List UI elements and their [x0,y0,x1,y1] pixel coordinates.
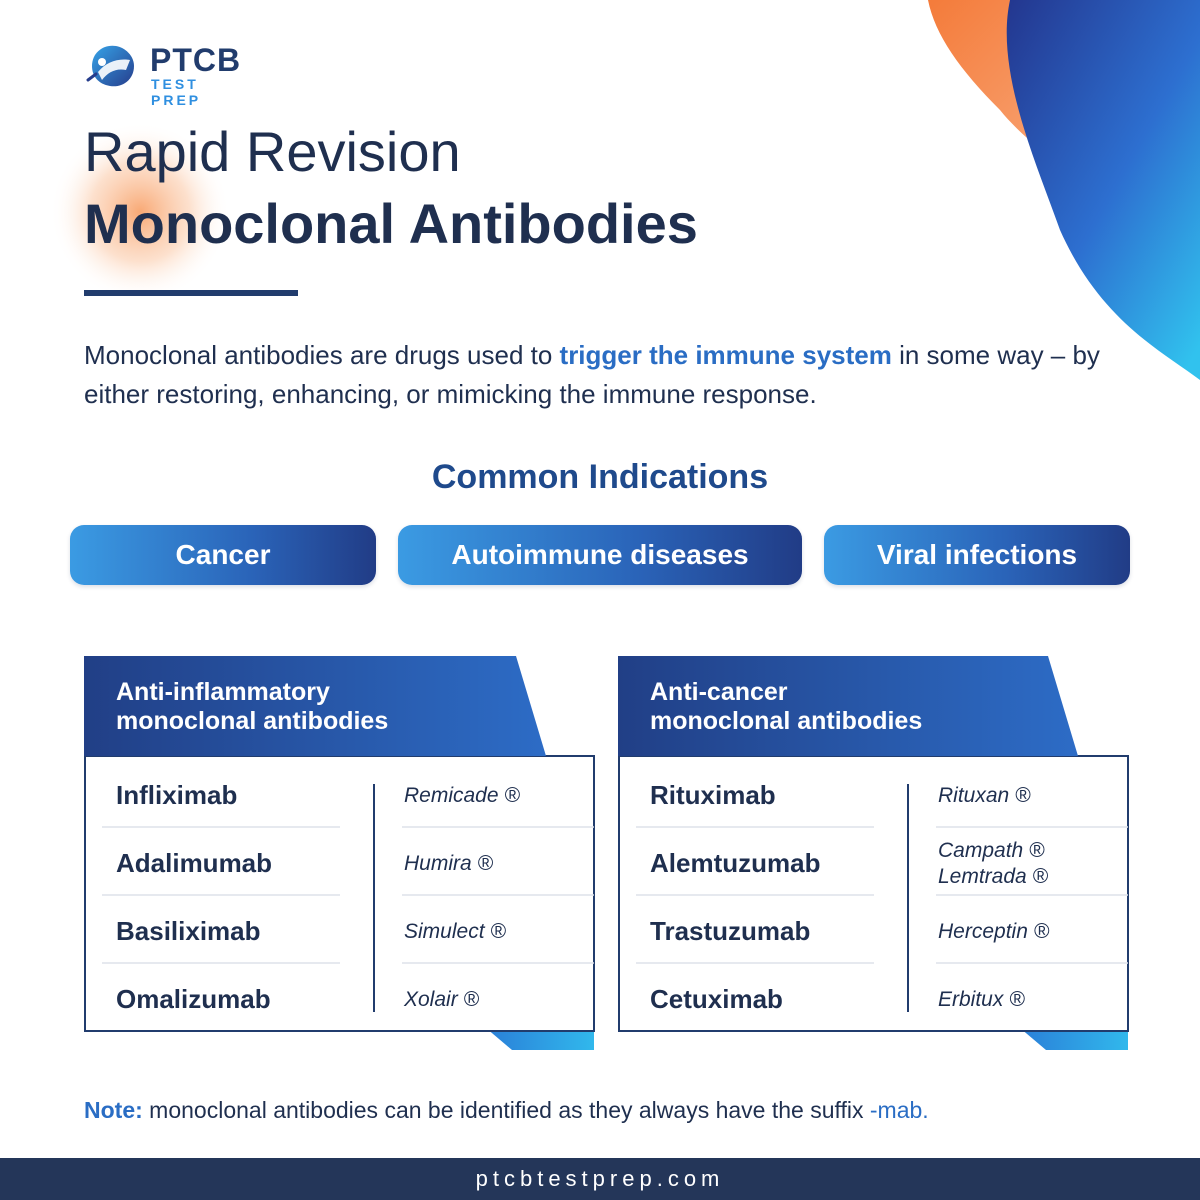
indication-pill-cancer: Cancer [70,525,376,585]
footer-url-link[interactable]: ptcbtestprep.com [0,1158,1200,1200]
intro-text-end: in some way – by either restoring, enhancing, or mimicking the immune response. [84,340,1100,409]
title-line-1: Rapid Revision [84,120,461,183]
anti-inflammatory-table [84,656,596,1052]
indication-pill-autoimmune: Autoimmune diseases [398,525,802,585]
note-text [84,1097,929,1124]
indications-heading: Common Indications [431,458,769,496]
drug-name: Infliximab [116,780,238,810]
brand-name: Xolair ® [404,988,479,1011]
drug-name: Basiliximab [116,916,261,946]
logo-name: PTCB [150,42,242,78]
brand-name: Simulect ® [404,920,506,943]
title-line-2: Monoclonal Antibodies [84,192,698,255]
intro-paragraph [84,336,1104,414]
table-title-line-2: monoclonal antibodies [650,707,923,735]
intro-highlight: trigger the immune system [559,340,892,370]
brand-name: Campath ® [938,839,1045,862]
logo-icon [84,40,140,92]
anti-inflammatory-table-title [116,678,388,736]
note-label: Note: [84,1097,143,1123]
anti-cancer-table [618,656,1130,1052]
intro-text-start: Monoclonal antibodies are drugs used to [84,340,560,370]
indication-pill-viral: Viral infections [824,525,1130,585]
table-title-line-1: Anti-cancer [650,678,788,706]
blue-wedge-shape [1007,0,1200,380]
logo-subtitle: TEST PREP [151,76,202,108]
title-divider [84,290,298,296]
drug-name: Alemtuzumab [650,848,821,878]
drug-name: Rituximab [650,780,776,810]
table-title-line-1: Anti-inflammatory [116,678,330,706]
brand-logo[interactable] [84,40,254,108]
drug-name: Trastuzumab [650,916,811,946]
note-suffix: -mab. [869,1097,929,1123]
brand-name: Remicade ® [404,784,520,807]
brand-name: Erbitux ® [938,988,1025,1011]
anti-cancer-table-title [650,678,922,736]
brand-name: Humira ® [404,852,493,875]
note-body: monoclonal antibodies can be identified as they always have the suffix [142,1097,870,1123]
brand-name-secondary: Lemtrada ® [938,865,1049,888]
drug-name: Cetuximab [650,984,783,1014]
drug-name: Omalizumab [116,984,271,1014]
drug-name: Adalimumab [116,848,273,878]
table-title-line-2: monoclonal antibodies [116,707,389,735]
brand-name: Rituxan ® [938,784,1031,807]
brand-name: Herceptin ® [938,920,1050,943]
